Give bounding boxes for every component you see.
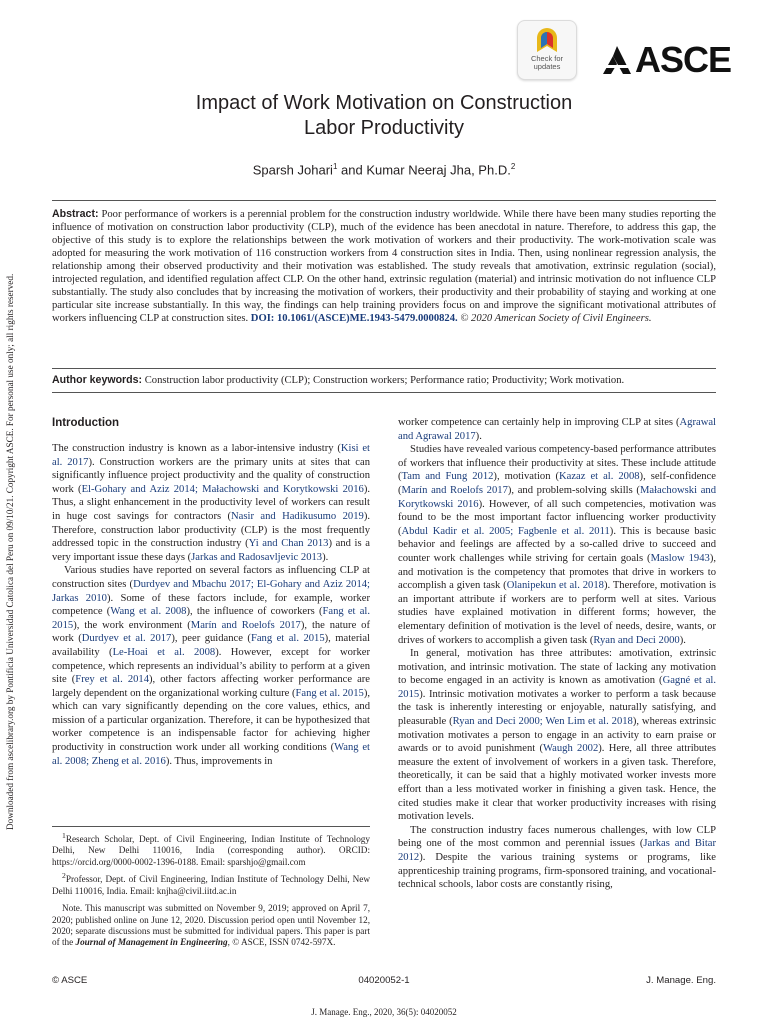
citation-link[interactable]: Fang et al. 2015	[52, 606, 370, 631]
asce-logo	[603, 40, 731, 80]
paragraph-text: ), other factors affecting worker performance are largely dependent on the organizational working culture (	[52, 674, 371, 699]
paragraph-text: Various studies have reported on several factors as influencing CLP at construction sites (	[52, 565, 370, 590]
keywords-top-rule	[52, 368, 716, 369]
citation-link[interactable]: Małachowski and Korytkowski 2016	[398, 484, 716, 510]
author-1: Sparsh Johari	[252, 162, 333, 178]
citation-link[interactable]: Nasir and Hadikusumo 2019	[231, 510, 364, 522]
paragraph-text: ).	[322, 551, 329, 563]
footnote-marker: 1	[62, 831, 66, 840]
citation-link[interactable]: Ryan and Deci 2000	[593, 634, 680, 646]
citation-link[interactable]: Durdyev and Mbachu 2017; El-Gohary and Aziz 2014; Jarkas 2010	[52, 578, 370, 604]
paragraph-text: In general, motivation has three attributes: amotivation, extrinsic motivation, and intrinsic motivation. The state of lacking any motivation to become engaged in an activity is known as amotivation (	[398, 648, 716, 687]
citation-link[interactable]: Agrawal and Agrawal 2017	[398, 417, 716, 442]
paragraph-text: ), the work environment (	[73, 619, 191, 631]
paragraph-text: ), which can vary significantly depending on the core values, ethics, and mission of a particular organization. Therefore, it can be hypothesized that worker competence is an indispensable factor for achieving higher productivity in construction work under all working conditions (	[52, 687, 370, 754]
paragraph-text: The construction industry faces numerous challenges, with low CLP being one of the most common and perennial issues (	[398, 824, 716, 850]
paragraph-text: ). Here, all three attributes measure the extent of involvement of workers in a given task. Therefore, theoretically, it can be said that a highly motivated worker invests more effort than a less motivated worker in finishing a given task. Hence, the cited studies make it clear that worker productivity increases with rising motivation levels.	[398, 743, 716, 823]
citation-link[interactable]: Frey et al. 2014	[75, 674, 150, 686]
paragraph	[398, 824, 716, 892]
footer-article-number: 04020052-1	[358, 975, 410, 986]
paragraph-text: ), peer guidance (	[171, 633, 251, 645]
paragraph-text: ) and is a very important issue these days (	[52, 538, 370, 563]
citation-link[interactable]: Durdyev et al. 2017	[81, 633, 172, 645]
paragraph-text: ), whereas extrinsic motivation motivates a person to engage in an activity to earn praise or awards or to avoid punishment (	[398, 716, 716, 755]
paragraph-text: ), motivation (	[493, 471, 559, 483]
citation-link[interactable]: Maslow 1943	[650, 552, 710, 564]
footnote-text: , © ASCE, ISSN 0742-597X.	[227, 937, 336, 948]
paragraph-text: The construction industry is known as a labor-intensive industry (	[52, 443, 341, 454]
citation-link[interactable]: Kazaz et al. 2008	[559, 471, 640, 483]
citation-link[interactable]: Marín and Roelofs 2017	[401, 484, 508, 496]
abstract-top-rule	[52, 200, 716, 201]
citation-link[interactable]: Fang et al. 2015	[250, 633, 325, 645]
author-keywords	[52, 374, 716, 387]
page-footer	[52, 975, 716, 989]
author-2: Kumar Neeraj Jha, Ph.D.	[366, 162, 511, 178]
author-2-affiliation: 2	[510, 162, 516, 171]
asce-logo-mark-icon	[603, 44, 633, 76]
paragraph-text: ).	[475, 430, 482, 442]
right-column	[398, 416, 716, 892]
footnote-text: Note. This manuscript was submitted on November 9, 2019; approved on April 7, 2020; published online on June 12, 2020. Discussion period open until November 12, 2020; separate discussions must be submitted for individual papers. This paper is part of the	[52, 903, 370, 948]
paragraph-text: ). This is because basic behavior and feelings are affected by a so-called drive to succeed and counter work challenges while striving for certain goals (	[398, 525, 716, 564]
citation-link[interactable]: Marín and Roelofs 2017	[190, 619, 301, 631]
doi-link[interactable]: DOI: 10.1061/(ASCE)ME.1943-5479.0000824.	[250, 313, 458, 324]
author-1-affiliation: 1	[332, 162, 338, 171]
paragraph-text: ). However, of all such competencies, motivation was found to be the most important factor influencing worker productivity (	[398, 498, 716, 537]
keywords-bottom-rule	[52, 392, 716, 393]
citation-link[interactable]: Kisi et al. 2017	[52, 443, 370, 468]
paragraph-text: ).	[679, 634, 686, 646]
abstract	[52, 208, 716, 325]
badge-line1: Check for	[530, 54, 564, 63]
citation-link[interactable]: Wang et al. 2008; Zheng et al. 2016	[52, 742, 370, 767]
paragraph-text: ), self-confidence (	[398, 471, 716, 496]
abstract-text: Poor performance of workers is a perennial problem for the construction industry worldwide. While there have been many studies reporting the influence of motivation on construction labor productivity (CLP), much of the evidence has been anecdotal in nature. Therefore, to address this gap, the objective of this study is to explore the relationships between the work motivation of workers and their productivity. The work-motivation scale was adopted for measuring the work motivation of 116 construction workers from 4 construction sites in India. Then, using nonlinear regression analysis, the relationship among their observed productivity and their motivation was established. The study reveals that amotivation, extrinsic regulation (social), introjected regulation, and identified regulation affect CLP. On the other hand, extrinsic regulation (material) and intrinsic motivation do not influence CLP substantially. The study also concludes that by increasing the motivation of workers, their productivity and their probability of staying and working at one particular site increase substantially. In this way, the findings can help training providers focus on and improve the significant motivational attributes of workers influencing CLP at construction sites.	[52, 209, 716, 324]
paragraph	[398, 647, 716, 824]
paragraph-text: ). Therefore, construction labor productivity (CLP) is the most frequently addressed topic in the construction industry (	[52, 510, 370, 550]
footnote-marker: 2	[62, 871, 66, 881]
authors	[100, 159, 668, 178]
journal-name: Journal of Management in Engineering	[75, 937, 228, 948]
footer-journal: J. Manage. Eng.	[646, 975, 716, 986]
paragraph	[398, 416, 716, 443]
paragraph	[52, 564, 370, 768]
citation-link[interactable]: Gagné et al. 2015	[398, 675, 716, 700]
citation-link[interactable]: Abdul Kadir et al. 2005; Fagbenle et al. 2011	[401, 525, 610, 537]
paragraph-text: Studies have revealed various competency-based performance attributes of workers that influence their productivity at sites. These include attitude (	[398, 444, 716, 483]
paragraph-text: ). Therefore, motivation is an important attribute if workers are to perform well at sites. Various studies have explained motivation in different forms; however, the elementary definition of motivation is the level of needs, desire, wants, or drives of workers to accomplish a given task (	[398, 580, 717, 646]
paragraph-text: ), and problem-solving skills (	[507, 484, 640, 496]
citation-link[interactable]: Waugh 2002	[543, 743, 599, 755]
paragraph-text: worker competence can certainly help in improving CLP at sites (	[398, 417, 680, 428]
paragraph	[52, 442, 370, 564]
author-joiner: and	[337, 162, 367, 178]
footnote-text: Professor, Dept. of Civil Engineering, Indian Institute of Technology Delhi, New Delhi 110016, India. Email: knjha@civil.iitd.ac.in	[52, 874, 370, 896]
left-paragraphs	[52, 442, 370, 768]
title-line-1: Impact of Work Motivation on Construction	[195, 92, 573, 114]
paragraph-text: ). Some of these factors include, for example, worker competence (	[52, 592, 370, 618]
footnotes	[52, 826, 370, 951]
paragraph-text: ). Thus, improvements in	[165, 755, 273, 767]
check-for-updates-icon	[536, 27, 558, 53]
citation-link[interactable]: Jarkas and Bitar 2012	[398, 838, 717, 863]
download-notice: Downloaded from ascelibrary.org by Pontificia Universidad Catolica del Peru on 09/10/21. Copyright ASCE. For personal use only; all rights reserved.	[5, 273, 15, 830]
citation-link[interactable]: Tam and Fung 2012	[401, 471, 494, 483]
paragraph-text: ). Thus, a slight enhancement in the productivity level of workers can result in huge cost savings for contractors (	[52, 483, 370, 522]
citation-link[interactable]: Olanipekun et al. 2018	[506, 580, 604, 592]
citation-link[interactable]: Le-Hoai et al. 2008	[112, 646, 216, 658]
footnote	[52, 870, 370, 897]
left-column	[52, 416, 370, 768]
paragraph-text: ). However, except for worker competence, which represents an individual’s ability to perform at a given site (	[52, 646, 370, 686]
citation-link[interactable]: Fang et al. 2015	[295, 687, 364, 699]
keywords-text: Construction labor productivity (CLP); Construction workers; Performance ratio; Productivity; Work motivation.	[142, 375, 625, 386]
paragraph-text: ), and motivation is the competency that promotes that drive in workers to accomplish a given task (	[398, 552, 716, 592]
paragraph-text: ), material availability (	[52, 633, 371, 658]
paragraph	[398, 443, 716, 647]
abstract-copyright: © 2020 American Society of Civil Engineers.	[457, 313, 652, 324]
footnote	[52, 899, 370, 949]
section-heading-introduction: Introduction	[52, 417, 120, 429]
right-paragraphs	[398, 416, 716, 892]
paragraph-text: ). Construction workers are the primary units at sites that can significantly influence project productivity and the quality of construction work (	[52, 456, 370, 495]
title-line-2: Labor Productivity	[303, 117, 465, 139]
article-title	[100, 91, 668, 141]
paragraph-text: ). Intrinsic motivation motivates a worker to perform a task because the task is inherently interesting or enjoyable, naturally satisfying, and pleasurable (	[398, 688, 716, 728]
citation-line: J. Manage. Eng., 2020, 36(5): 04020052	[311, 1007, 457, 1017]
citation-link[interactable]: Yi and Chan 2013	[248, 538, 329, 550]
citation-link[interactable]: Ryan and Deci 2000; Wen Lim et al. 2018	[452, 716, 633, 728]
footer-copyright: © ASCE	[52, 975, 88, 986]
check-for-updates-badge[interactable]	[517, 20, 577, 80]
citation-link[interactable]: Jarkas and Radosavljevic 2013	[191, 551, 323, 563]
keywords-label: Author keywords:	[52, 374, 143, 386]
citation-link[interactable]: El-Gohary and Aziz 2014; Małachowski and Korytkowski 2016	[81, 483, 364, 495]
paragraph-text: ). Despite the various training systems or programs, like apprenticeship training programs, firm-sponsored training, and vocational-technical schools, labor costs are constantly rising,	[398, 852, 716, 891]
asce-logo-text: ASCE	[635, 39, 732, 80]
badge-line2: updates	[533, 62, 561, 71]
paragraph-text: ), the nature of work (	[52, 619, 370, 645]
footnote-text: Research Scholar, Dept. of Civil Engineering, Indian Institute of Technology Delhi, New Delhi 110016, India (corresponding author). ORCID: https://orcid.org/0000-0002-1396-0188. Email: sparshjo@gmail.com	[52, 834, 370, 867]
abstract-label: Abstract:	[52, 208, 99, 220]
citation-link[interactable]: Wang et al. 2008	[110, 606, 187, 618]
paragraph-text: ), the influence of coworkers (	[186, 606, 323, 618]
footnote	[52, 830, 370, 868]
